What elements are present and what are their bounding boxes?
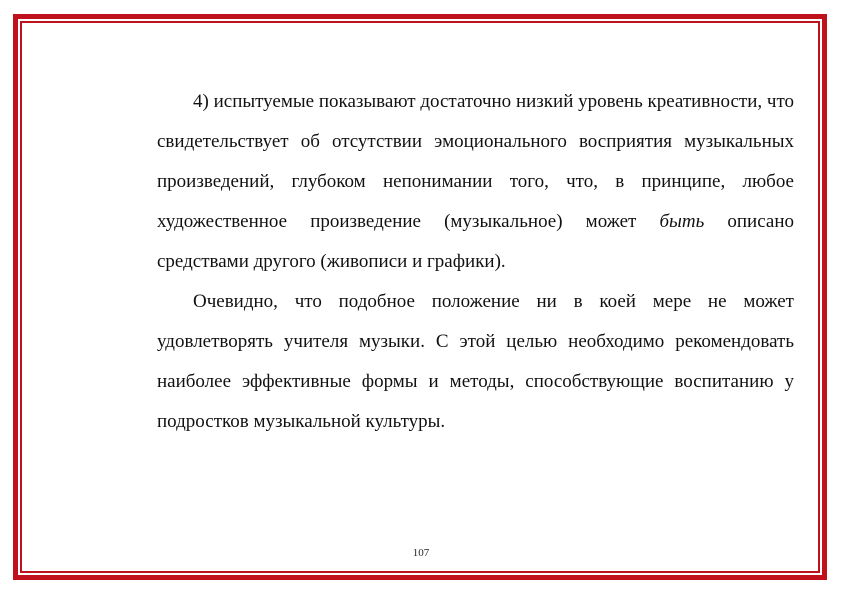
paragraph-2: Очевидно, что подобное положение ни в коей мере не может удовлетворять учителя музыки. С этой целью необходимо рекомендовать наиболее эффективные формы и методы, способствующие воспитанию у подростков музыкальной культуры. (157, 291, 794, 432)
page-number: 107 (412, 547, 430, 559)
paragraph-1-italic-word: быть (659, 211, 705, 232)
body-text (157, 82, 794, 442)
paragraph-1 (157, 82, 794, 282)
paragraph-1-text-start: 4) испытуемые показывают достаточно низкий уровень креативности, что свидетельствует об отсутствии эмоционального восприятия музыкальных произведений, глубоком непонимании того, что, в принципе, любое художественное произведение (музыкальное) может (157, 91, 794, 232)
paragraph-1-text-end: описано средствами другого (живописи и графики). (157, 211, 794, 272)
